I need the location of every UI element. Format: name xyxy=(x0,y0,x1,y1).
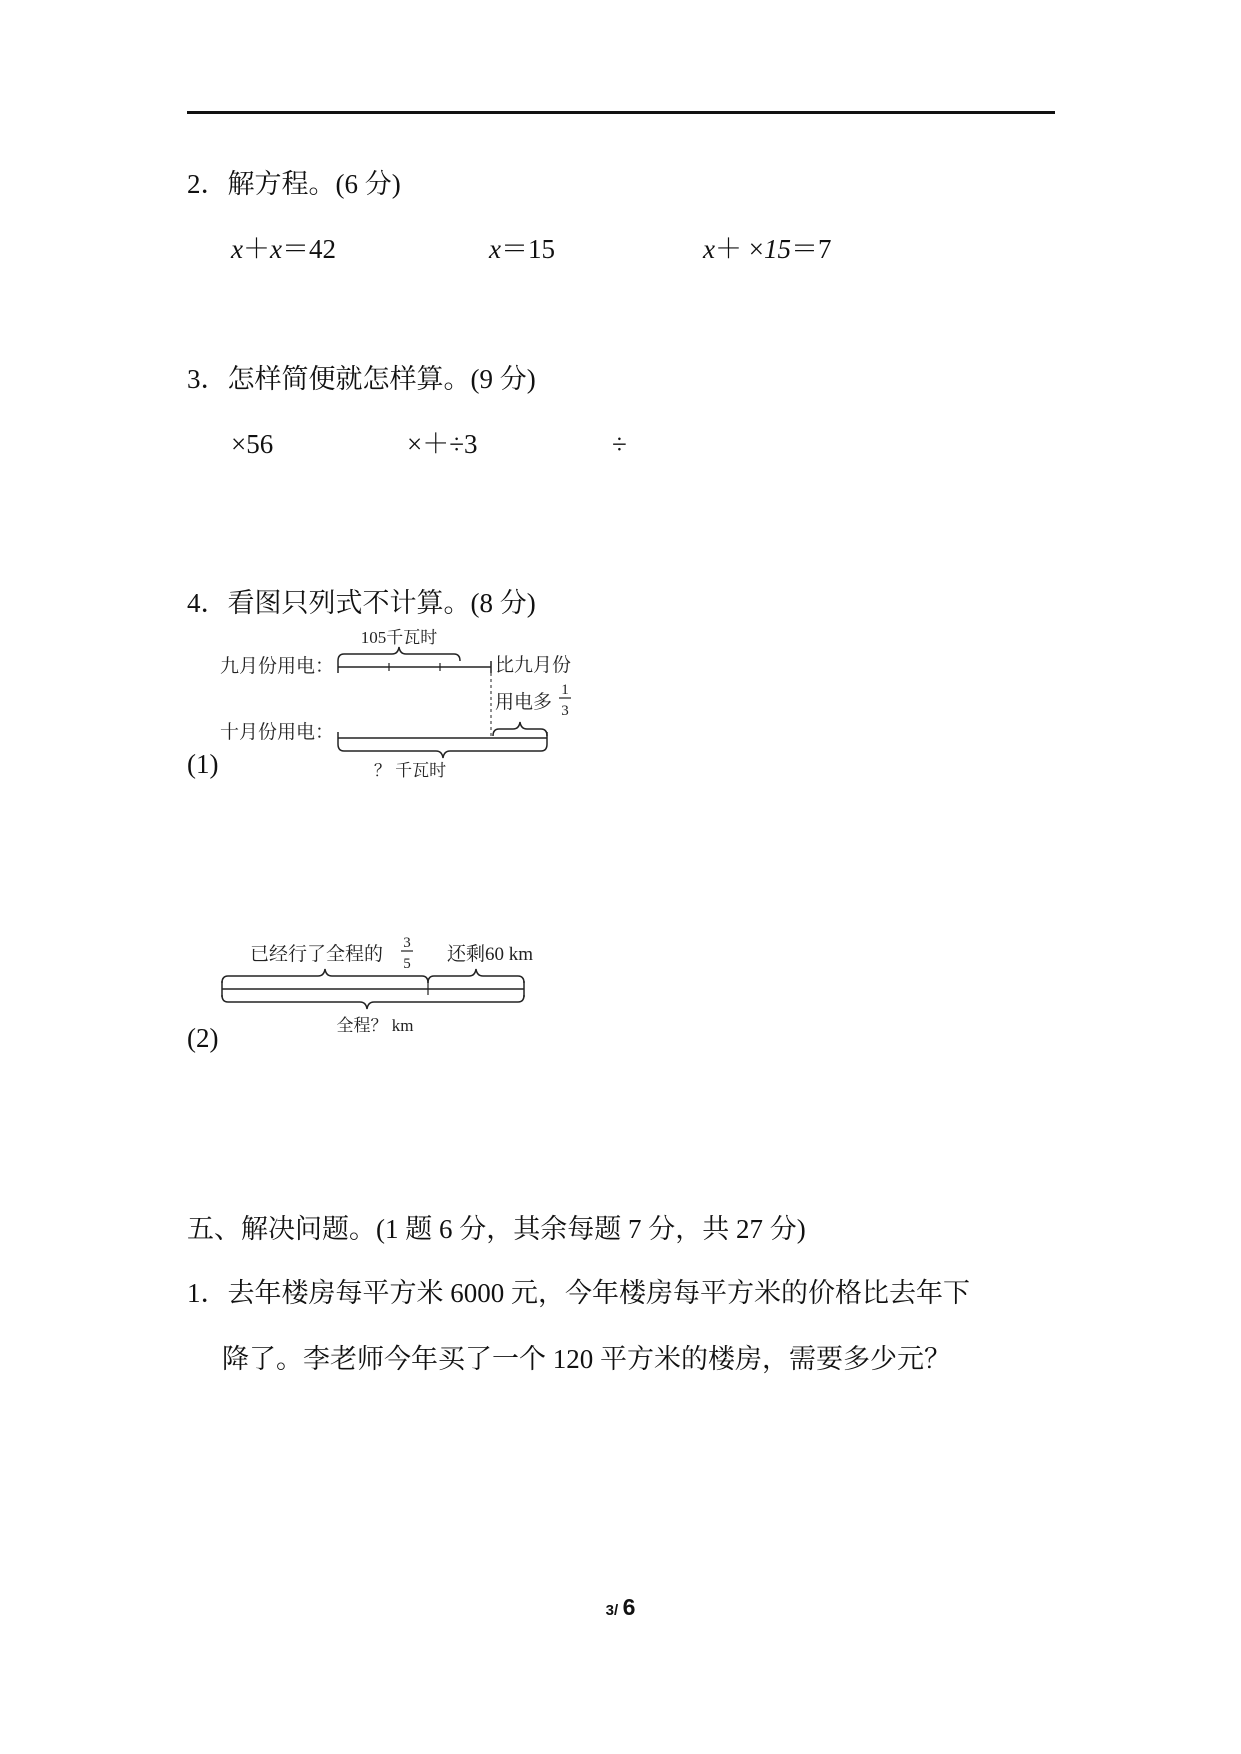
electricity-diagram xyxy=(210,626,590,780)
top-brace-label: 105千瓦时 xyxy=(360,628,438,647)
total-pages: 6 xyxy=(622,1594,636,1620)
fraction-denominator: 5 xyxy=(403,956,411,972)
q3-expression-3: ÷ xyxy=(612,429,627,459)
q2-equation-2 xyxy=(489,236,555,263)
q3-title: 3．怎样简便就怎样算。(9 分) xyxy=(187,364,536,394)
q2-equation-3 xyxy=(703,236,831,263)
equation-rest: ＝42 xyxy=(281,234,336,264)
plus-sign: ＋ xyxy=(242,234,270,264)
fraction-denominator: 3 xyxy=(561,703,569,719)
extra-brace xyxy=(493,722,547,736)
extra-label-line2: 用电多 xyxy=(495,692,553,713)
october-label: 十月份用电： xyxy=(220,722,335,743)
q2-title: 2．解方程。(6 分) xyxy=(187,169,401,199)
remaining-label: 还剩60 km xyxy=(447,944,534,965)
top-brace xyxy=(338,647,460,661)
problem1-line2: 降了。李老师今年买了一个 120 平方米的楼房，需要多少元？ xyxy=(222,1344,951,1374)
q3-expression-2: ×＋÷3 xyxy=(407,429,478,459)
variable-x: x xyxy=(703,234,715,264)
page-number xyxy=(0,1594,1241,1621)
q4-sub2-label: (2) xyxy=(187,1023,219,1053)
variable-x: x xyxy=(231,234,243,264)
q2-equation-1 xyxy=(231,236,336,263)
equation-rest: ＝7 xyxy=(790,234,832,264)
q3-expression-1: ×56 xyxy=(231,429,274,459)
traveled-label: 已经行了全程的 xyxy=(250,944,384,965)
variable-x: x xyxy=(269,234,282,264)
traveled-brace xyxy=(222,969,428,983)
total-brace xyxy=(222,995,524,1009)
number-15: 15 xyxy=(763,234,791,264)
journey-diagram xyxy=(210,925,570,1050)
variable-x: x xyxy=(489,234,501,264)
operator: ＋ × xyxy=(714,234,764,264)
bottom-brace xyxy=(338,744,547,758)
q4-title: 4．看图只列式不计算。(8 分) xyxy=(187,588,536,618)
header-rule xyxy=(187,111,1055,114)
section5-title: 五、解决问题。(1 题 6 分，其余每题 7 分，共 27 分) xyxy=(187,1214,806,1244)
problem1-line1: 1．去年楼房每平方米 6000 元，今年楼房每平方米的价格比去年下 xyxy=(187,1278,970,1308)
q4-sub1-label: (1) xyxy=(187,749,219,779)
bottom-brace-label: ？ 千瓦时 xyxy=(373,761,447,780)
current-page: 3/ xyxy=(605,1602,619,1619)
extra-label-line1: 比九月份 xyxy=(495,655,572,676)
fraction-numerator: 1 xyxy=(561,682,569,698)
total-label: 全程？ km xyxy=(336,1016,414,1035)
remaining-brace xyxy=(428,969,524,983)
fraction-numerator: 3 xyxy=(403,935,411,951)
september-label: 九月份用电： xyxy=(220,656,335,677)
equation-rest: ＝15 xyxy=(500,234,555,264)
